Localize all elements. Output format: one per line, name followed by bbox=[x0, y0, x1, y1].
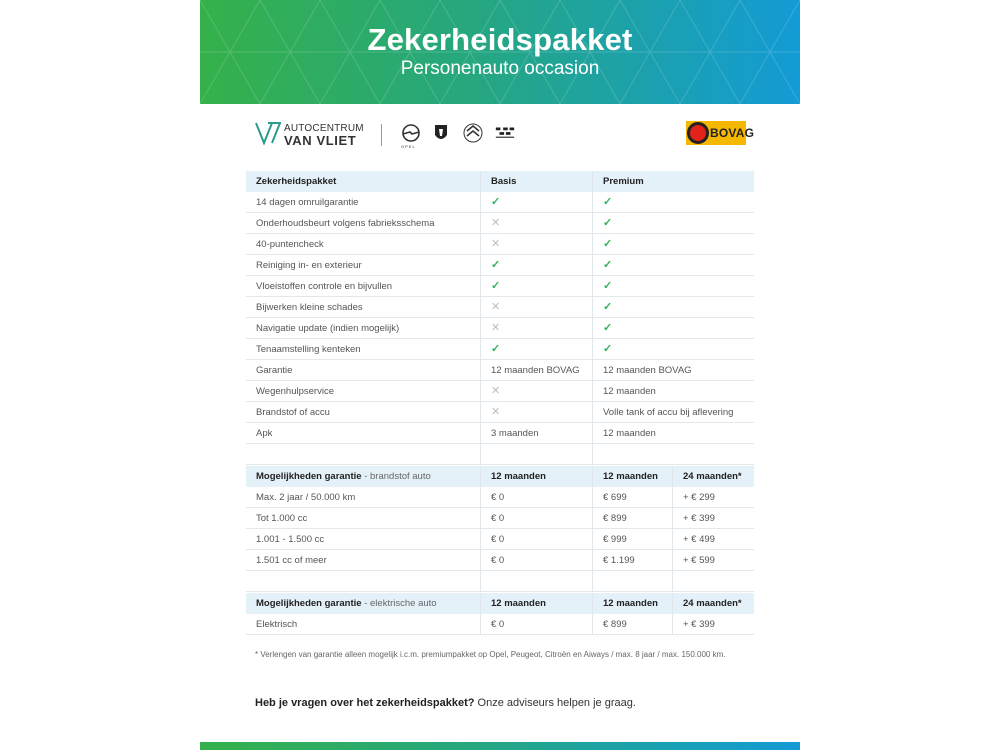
row-label: Garantie bbox=[256, 365, 293, 376]
empty-cell bbox=[480, 571, 592, 592]
premium-cell: 12 maanden bbox=[592, 423, 754, 444]
row-label: Navigatie update (indien mogelijk) bbox=[256, 323, 400, 334]
warranty-header-row bbox=[246, 466, 754, 487]
price-cell: € 999 bbox=[592, 529, 672, 550]
price-cell: € 0 bbox=[480, 487, 592, 508]
contact-question bbox=[255, 697, 755, 709]
price-cell: + € 499 bbox=[672, 529, 754, 550]
premium-cell bbox=[592, 297, 754, 318]
basis-cell bbox=[480, 234, 592, 255]
empty-cell bbox=[480, 444, 592, 465]
warranty-header-bold: Mogelijkheden garantie bbox=[256, 598, 362, 609]
dealer-name: VAN VLIET bbox=[284, 133, 357, 148]
table-row bbox=[246, 339, 754, 360]
premium-cell bbox=[592, 318, 754, 339]
table-row bbox=[246, 213, 754, 234]
check-icon: ✓ bbox=[603, 259, 613, 271]
basis-cell bbox=[480, 381, 592, 402]
dealer-name-small: AUTOCENTRUM bbox=[284, 123, 364, 134]
row-label: 1.501 cc of meer bbox=[256, 555, 327, 566]
price-cell: € 899 bbox=[592, 614, 672, 635]
price-cell: € 0 bbox=[480, 508, 592, 529]
peugeot-icon bbox=[430, 122, 452, 144]
warranty-row bbox=[246, 529, 754, 550]
premium-cell bbox=[592, 255, 754, 276]
price-cell: + € 599 bbox=[672, 550, 754, 571]
column-header: Basis bbox=[480, 171, 592, 192]
warranty-header-label bbox=[246, 593, 480, 614]
premium-cell bbox=[592, 234, 754, 255]
column-header: 24 maanden* bbox=[672, 593, 754, 614]
question-text: Onze adviseurs helpen je graag. bbox=[474, 697, 636, 709]
premium-cell: Volle tank of accu bij aflevering bbox=[592, 402, 754, 423]
price-cell: € 0 bbox=[480, 550, 592, 571]
price-cell: € 899 bbox=[592, 508, 672, 529]
check-icon: ✓ bbox=[491, 343, 501, 355]
row-label: Bijwerken kleine schades bbox=[256, 302, 363, 313]
column-header: 12 maanden bbox=[592, 593, 672, 614]
row-label: 40-puntencheck bbox=[256, 239, 324, 250]
row-label: 1.001 - 1.500 cc bbox=[256, 534, 325, 545]
row-label: Max. 2 jaar / 50.000 km bbox=[256, 492, 356, 503]
column-header: Zekerheidspakket bbox=[256, 176, 337, 187]
check-icon: ✓ bbox=[603, 217, 613, 229]
basis-cell bbox=[480, 276, 592, 297]
check-icon: ✓ bbox=[603, 301, 613, 313]
header-banner bbox=[200, 0, 800, 104]
column-header: 12 maanden bbox=[480, 593, 592, 614]
table-header-row bbox=[246, 171, 754, 192]
row-label: Vloeistoffen controle en bijvullen bbox=[256, 281, 393, 292]
price-cell: + € 399 bbox=[672, 508, 754, 529]
empty-cell bbox=[592, 444, 754, 465]
premium-cell bbox=[592, 213, 754, 234]
table-row bbox=[246, 402, 754, 423]
table-row bbox=[246, 423, 754, 444]
page-title: Zekerheidspakket bbox=[367, 22, 633, 57]
question-bold: Heb je vragen over het zekerheidspakket? bbox=[255, 697, 475, 709]
check-icon: ✓ bbox=[603, 322, 613, 334]
empty-cell bbox=[246, 571, 480, 592]
warranty-header-sub: - elektrische auto bbox=[361, 598, 437, 609]
column-header: 12 maanden bbox=[592, 466, 672, 487]
bovag-logo bbox=[686, 121, 755, 145]
footer-bar bbox=[200, 742, 800, 750]
basis-cell: 3 maanden bbox=[480, 423, 592, 444]
basis-cell bbox=[480, 192, 592, 213]
page-subtitle: Personenauto occasion bbox=[400, 58, 600, 79]
premium-cell: 12 maanden bbox=[592, 381, 754, 402]
check-icon: ✓ bbox=[603, 238, 613, 250]
empty-cell bbox=[672, 571, 754, 592]
divider bbox=[381, 124, 382, 146]
warranty-row bbox=[246, 614, 754, 635]
column-header: 12 maanden bbox=[480, 466, 592, 487]
basis-cell bbox=[480, 402, 592, 423]
check-icon: ✓ bbox=[491, 280, 501, 292]
warranty-header-row bbox=[246, 593, 754, 614]
check-icon: ✓ bbox=[491, 196, 501, 208]
price-cell: € 0 bbox=[480, 529, 592, 550]
van-vliet-logo-icon bbox=[255, 120, 281, 146]
table-spacer-row bbox=[246, 444, 754, 465]
row-label: Onderhoudsbeurt volgens fabrieksschema bbox=[256, 218, 435, 229]
table-row bbox=[246, 381, 754, 402]
warranty-header-bold: Mogelijkheden garantie bbox=[256, 471, 362, 482]
check-icon: ✓ bbox=[491, 259, 501, 271]
empty-cell bbox=[246, 444, 480, 465]
column-header: Premium bbox=[592, 171, 754, 192]
aiways-icon bbox=[494, 122, 516, 144]
table-row bbox=[246, 318, 754, 339]
price-cell: + € 399 bbox=[672, 614, 754, 635]
document-page bbox=[200, 0, 800, 750]
footnote: * Verlengen van garantie alleen mogelijk i.c.m. premiumpakket op Opel, Peugeot, Citroën en Aiways / max. 8 jaar / max. 150.000 km. bbox=[255, 650, 726, 659]
warranty-row bbox=[246, 550, 754, 571]
empty-cell bbox=[592, 571, 672, 592]
premium-cell bbox=[592, 276, 754, 297]
basis-cell bbox=[480, 213, 592, 234]
premium-cell: 12 maanden BOVAG bbox=[592, 360, 754, 381]
row-label: Brandstof of accu bbox=[256, 407, 330, 418]
column-header: 24 maanden* bbox=[672, 466, 754, 487]
row-label: Wegenhulpservice bbox=[256, 386, 334, 397]
warranty-header-sub: - brandstof auto bbox=[361, 471, 431, 482]
check-icon: ✓ bbox=[603, 343, 613, 355]
row-label: Tenaamstelling kenteken bbox=[256, 344, 361, 355]
bovag-label: BOVAG bbox=[710, 126, 755, 140]
opel-label: OPEL bbox=[401, 144, 416, 149]
basis-cell bbox=[480, 339, 592, 360]
bovag-emblem-icon bbox=[687, 122, 709, 144]
price-cell: € 0 bbox=[480, 614, 592, 635]
table-row bbox=[246, 360, 754, 381]
premium-cell bbox=[592, 339, 754, 360]
row-label: Elektrisch bbox=[256, 619, 298, 630]
logo-bar bbox=[200, 112, 800, 158]
cross-icon: ✕ bbox=[491, 217, 501, 229]
basis-cell bbox=[480, 318, 592, 339]
warranty-header-label bbox=[246, 466, 480, 487]
cross-icon: ✕ bbox=[491, 301, 501, 313]
cross-icon: ✕ bbox=[491, 322, 501, 334]
table-row bbox=[246, 255, 754, 276]
row-label: Tot 1.000 cc bbox=[256, 513, 308, 524]
opel-icon bbox=[400, 122, 422, 144]
table-spacer-row bbox=[246, 571, 754, 592]
price-cell: + € 299 bbox=[672, 487, 754, 508]
basis-cell: 12 maanden BOVAG bbox=[480, 360, 592, 381]
basis-cell bbox=[480, 255, 592, 276]
check-icon: ✓ bbox=[603, 196, 613, 208]
premium-cell bbox=[592, 192, 754, 213]
table-row bbox=[246, 234, 754, 255]
warranty-row bbox=[246, 487, 754, 508]
check-icon: ✓ bbox=[603, 280, 613, 292]
cross-icon: ✕ bbox=[491, 406, 501, 418]
row-label: Apk bbox=[256, 428, 273, 439]
row-label: 14 dagen omruilgarantie bbox=[256, 197, 359, 208]
citroen-icon bbox=[462, 122, 484, 144]
table-row bbox=[246, 276, 754, 297]
basis-cell bbox=[480, 297, 592, 318]
price-cell: € 1.199 bbox=[592, 550, 672, 571]
row-label: Reiniging in- en exterieur bbox=[256, 260, 362, 271]
cross-icon: ✕ bbox=[491, 385, 501, 397]
table-row bbox=[246, 297, 754, 318]
cross-icon: ✕ bbox=[491, 238, 501, 250]
price-cell: € 699 bbox=[592, 487, 672, 508]
warranty-row bbox=[246, 508, 754, 529]
table-row bbox=[246, 192, 754, 213]
